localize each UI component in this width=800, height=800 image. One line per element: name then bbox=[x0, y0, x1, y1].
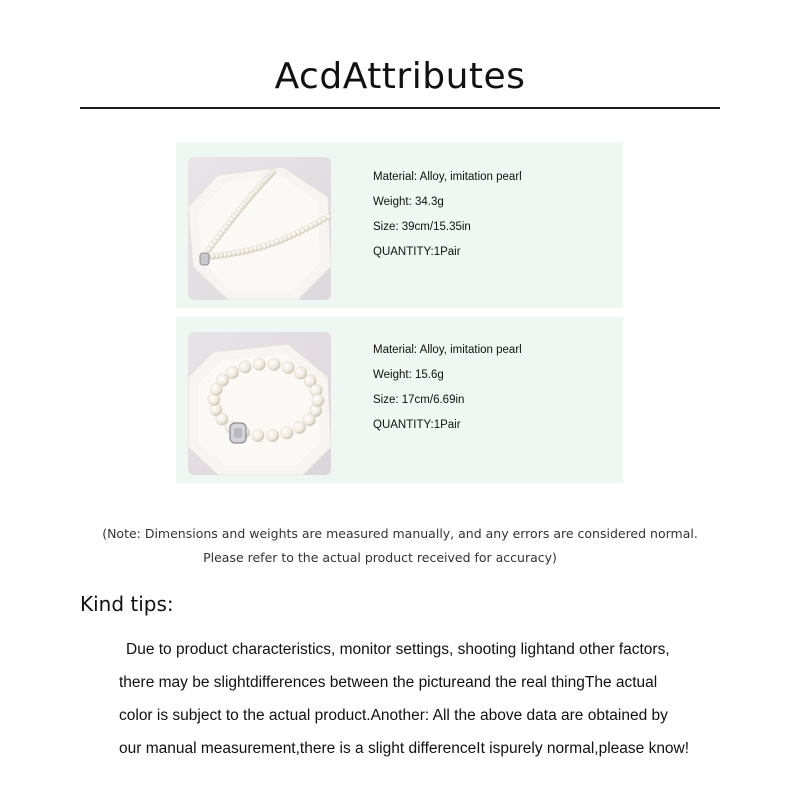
product-card-bracelet bbox=[176, 317, 623, 483]
necklace-weight: Weight: 34.3g bbox=[373, 196, 444, 208]
title-divider bbox=[80, 107, 720, 109]
product-card-necklace bbox=[176, 142, 623, 308]
bracelet-material: Material: Alloy, imitation pearl bbox=[373, 344, 522, 356]
necklace-material: Material: Alloy, imitation pearl bbox=[373, 171, 522, 183]
necklace-photo bbox=[188, 157, 331, 300]
pearl-bead bbox=[253, 358, 265, 370]
tips-line-4: our manual measurement,there is a slight differenceIt ispurely normal,please know! bbox=[119, 740, 690, 757]
pearl-bead bbox=[281, 427, 293, 439]
pearl-bead bbox=[312, 394, 324, 406]
bracelet-specs bbox=[373, 343, 522, 443]
bracelet-size: Size: 17cm/6.69in bbox=[373, 394, 465, 406]
pearl-bead bbox=[267, 430, 279, 442]
bracelet-weight: Weight: 15.6g bbox=[373, 369, 444, 381]
bracelet-photo bbox=[188, 332, 331, 475]
page-title: AcdAttributes bbox=[274, 56, 526, 97]
note-line-1: (Note: Dimensions and weights are measured manually, and any errors are considered normal. bbox=[102, 526, 698, 541]
tips-line-3: color is subject to the actual product.Another: All the above data are obtained by bbox=[119, 707, 668, 724]
necklace-image bbox=[188, 157, 331, 300]
pearl-bead bbox=[293, 421, 305, 433]
note-line-2: Please refer to the actual product received for accuracy) bbox=[203, 550, 557, 565]
pearl-bead bbox=[282, 361, 294, 373]
necklace-size: Size: 39cm/15.35in bbox=[373, 221, 471, 233]
tips-line-1: Due to product characteristics, monitor settings, shooting lightand other factors, bbox=[126, 641, 670, 658]
pearl-bead bbox=[226, 366, 238, 378]
tips-heading: Kind tips: bbox=[80, 592, 174, 616]
bracelet-image bbox=[188, 332, 331, 475]
bracelet-quantity: QUANTITY:1Pair bbox=[373, 419, 461, 431]
tips-line-2: there may be slightdifferences between the pictureand the real thingThe actual bbox=[119, 674, 658, 691]
necklace-quantity: QUANTITY:1Pair bbox=[373, 246, 461, 258]
necklace-specs bbox=[373, 170, 522, 270]
pearl-bead bbox=[252, 429, 264, 441]
pearl-bead bbox=[239, 361, 251, 373]
pearl-bead bbox=[268, 358, 280, 370]
